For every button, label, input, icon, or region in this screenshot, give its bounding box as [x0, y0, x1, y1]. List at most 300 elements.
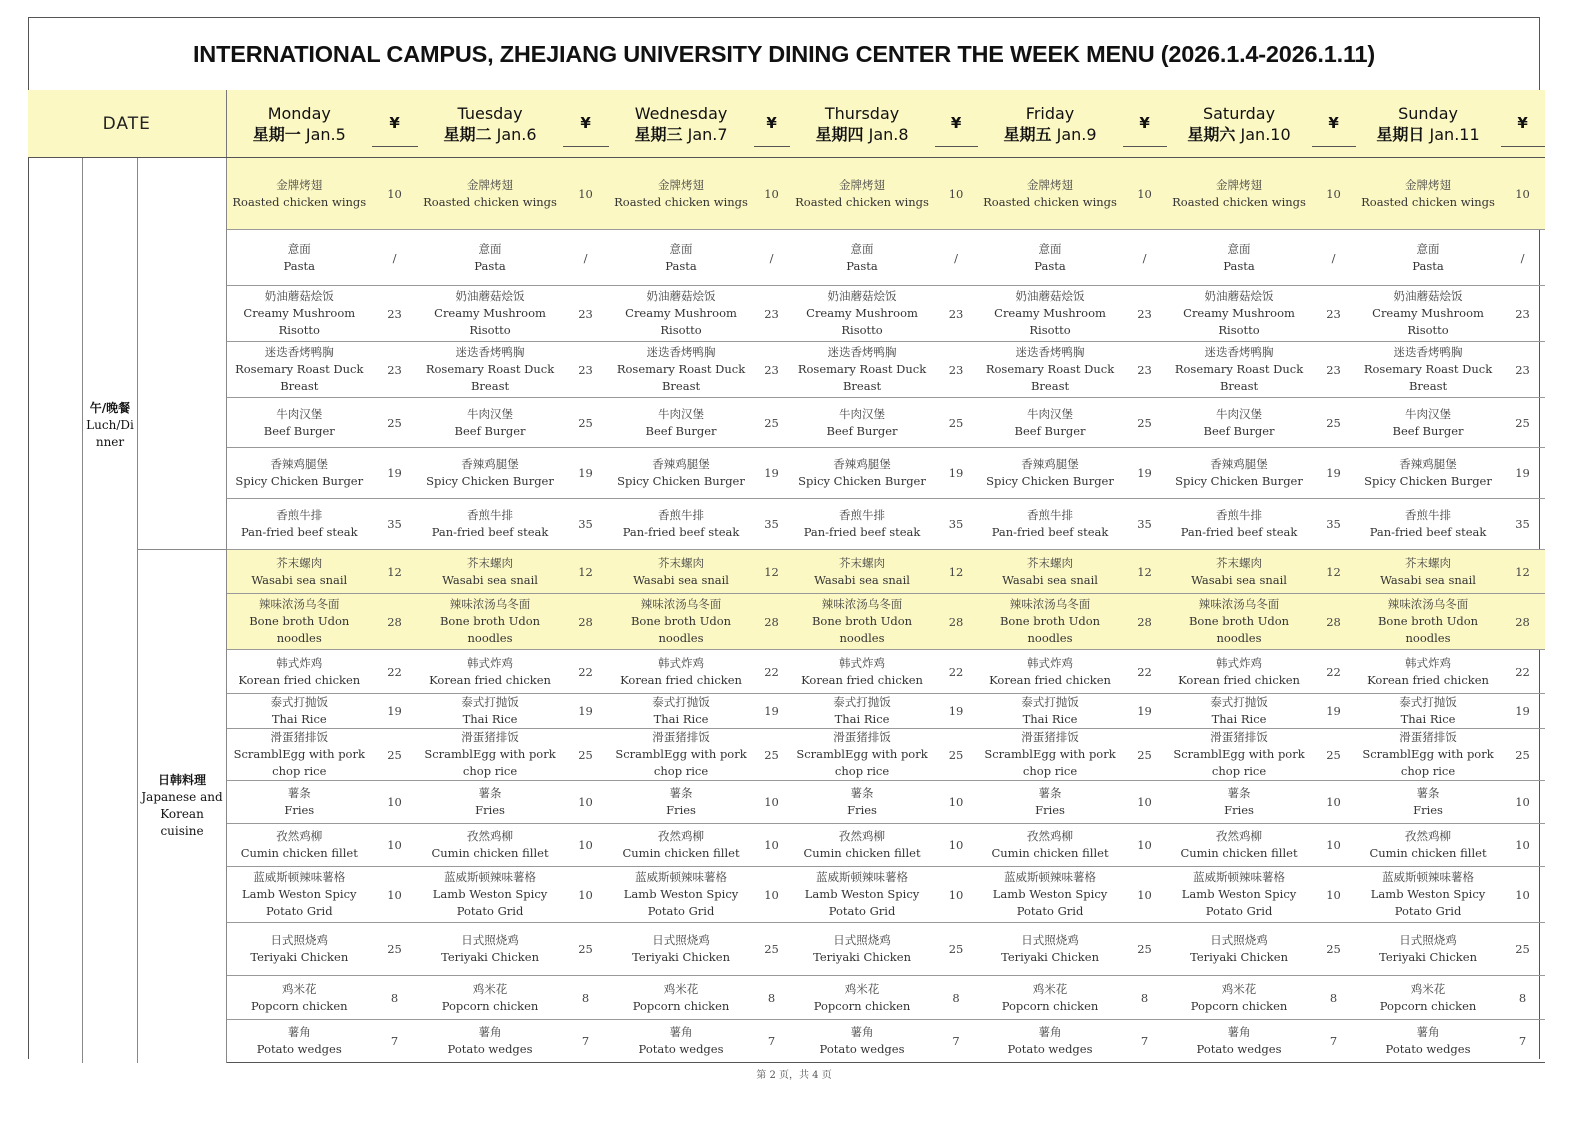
dish-name-en: Roasted chicken wings [1361, 194, 1495, 209]
dish-name-zh: 辣味浓汤乌冬面 [1387, 597, 1469, 611]
day-name-zh: 星期三 [634, 124, 683, 144]
dish-name-zh: 薯角 [669, 1025, 693, 1039]
day-date [978, 124, 1123, 145]
dish-name-en: Cumin chicken fillet [240, 846, 358, 860]
dish-name-zh: 孜然鸡柳 [1405, 829, 1452, 843]
dish-name-en: ScramblEgg with pork chop rice [1362, 747, 1494, 778]
dish-name-en: Roasted chicken wings [614, 194, 748, 209]
price-cell: 10 [563, 867, 609, 923]
price-cell: 25 [563, 923, 609, 976]
dish-name-zh: 日式照烧鸡 [1399, 933, 1457, 947]
dish-name-en: Spicy Chicken Burger [1175, 474, 1303, 488]
dish-name-en: Fries [1224, 803, 1254, 817]
dish-name-en: ScramblEgg with pork chop rice [984, 747, 1116, 778]
price-cell: 23 [372, 342, 418, 398]
price-cell: 25 [372, 923, 418, 976]
dish-name-zh: 薯条 [1416, 786, 1440, 800]
yen-symbol: ¥ [1501, 101, 1545, 147]
day-date-text: Jan.11 [1429, 124, 1480, 144]
currency-header [754, 90, 790, 158]
dish-name-en: Pan-fried beef steak [1369, 525, 1487, 539]
dish-cell [1167, 824, 1312, 867]
meal-label-en: Luch/Dinner [86, 418, 134, 450]
dish-name-en: Korean fried chicken [989, 672, 1111, 687]
dish-cell [978, 824, 1123, 867]
dish-cell [1167, 923, 1312, 976]
price-cell: 23 [372, 286, 418, 342]
dish-cell [1167, 1020, 1312, 1063]
price-cell: 28 [1501, 594, 1545, 650]
dish-name-zh: 鸡米花 [663, 981, 699, 996]
price-cell: 10 [1312, 158, 1356, 230]
price-cell: 25 [935, 729, 978, 781]
price-cell: 22 [1123, 650, 1167, 694]
table-row [28, 398, 1545, 448]
price-cell: 7 [1501, 1020, 1545, 1063]
dish-name-en: Creamy Mushroom Risotto [1372, 306, 1484, 337]
dish-cell [790, 286, 935, 342]
dish-cell [790, 550, 935, 594]
dish-cell [609, 923, 754, 976]
dish-name-en: Wasabi sea snail [633, 572, 729, 587]
dish-name-en: Fries [666, 803, 696, 817]
dish-name-zh: 滑蛋猪排饭 [1399, 730, 1457, 744]
dish-cell [1167, 650, 1312, 694]
dish-name-zh: 香辣鸡腿堡 [833, 457, 891, 471]
dish-name-zh: 鸡米花 [1221, 981, 1257, 996]
dish-cell [609, 230, 754, 286]
dish-name-en: Creamy Mushroom Risotto [994, 306, 1106, 337]
dish-name-en: Thai Rice [462, 712, 518, 726]
price-cell: 23 [1123, 342, 1167, 398]
day-date [609, 124, 754, 145]
day-date [1356, 124, 1501, 145]
price-cell: 25 [563, 398, 609, 448]
dish-name-en: Wasabi sea snail [1002, 572, 1098, 587]
dish-name-zh: 金牌烤翅 [839, 177, 886, 192]
dish-name-en: Fries [1413, 803, 1443, 817]
dish-cell [609, 867, 754, 923]
dish-name-zh: 迷迭香烤鸭胸 [455, 345, 525, 359]
table-row [28, 729, 1545, 781]
dish-name-en: Creamy Mushroom Risotto [806, 306, 918, 337]
day-name-zh: 星期一 [252, 124, 301, 144]
dish-cell [1167, 286, 1312, 342]
price-cell: / [1312, 230, 1356, 286]
section-label [138, 550, 227, 1063]
dish-cell [790, 650, 935, 694]
dish-cell [1356, 867, 1501, 923]
dish-name-en: Bone broth Udon noodles [811, 614, 913, 645]
dish-name-en: Popcorn chicken [632, 998, 730, 1013]
day-header-friday [978, 90, 1123, 158]
dish-cell [227, 230, 372, 286]
day-header-wednesday [609, 90, 754, 158]
dish-name-zh: 辣味浓汤乌冬面 [821, 597, 903, 611]
dish-name-en: ScramblEgg with pork chop rice [424, 747, 556, 778]
dish-cell [1167, 499, 1312, 550]
price-cell: 7 [935, 1020, 978, 1063]
dish-name-zh: 鸡米花 [844, 981, 880, 996]
dish-name-zh: 孜然鸡柳 [467, 829, 514, 843]
dish-name-zh: 辣味浓汤乌冬面 [1009, 597, 1091, 611]
dish-name-zh: 蓝威斯顿辣味薯格 [635, 870, 728, 884]
price-cell: 7 [1123, 1020, 1167, 1063]
price-cell: / [935, 230, 978, 286]
dish-cell [418, 824, 563, 867]
dish-name-zh: 芥末螺肉 [467, 555, 514, 570]
dish-name-en: Beef Burger [1014, 423, 1086, 438]
price-cell: 10 [1312, 781, 1356, 824]
dish-name-zh: 迷迭香烤鸭胸 [1015, 345, 1085, 359]
section-label-zh: 日韩料理 [158, 773, 207, 788]
price-cell: 19 [1501, 448, 1545, 499]
dish-name-en: Potato wedges [1196, 1042, 1282, 1056]
dish-name-zh: 鸡米花 [1032, 981, 1068, 996]
price-cell: 28 [1312, 594, 1356, 650]
table-row [28, 550, 1545, 594]
price-cell: 28 [1123, 594, 1167, 650]
dish-name-zh: 香煎牛排 [839, 508, 886, 522]
price-cell: 8 [754, 976, 790, 1020]
dish-name-zh: 意面 [478, 241, 502, 256]
dish-cell [227, 448, 372, 499]
dish-name-en: Roasted chicken wings [983, 194, 1117, 209]
price-cell: 7 [563, 1020, 609, 1063]
price-cell: 23 [935, 286, 978, 342]
dish-name-zh: 泰式打抛饭 [1021, 695, 1079, 709]
dish-cell [1167, 594, 1312, 650]
dish-name-zh: 薯条 [478, 786, 502, 800]
dish-name-en: ScramblEgg with pork chop rice [796, 747, 928, 778]
menu-table [28, 90, 1545, 1063]
price-cell: 35 [754, 499, 790, 550]
dish-name-zh: 滑蛋猪排饭 [1021, 730, 1079, 744]
price-cell: 22 [563, 650, 609, 694]
yen-symbol: ¥ [1312, 101, 1356, 147]
price-cell: 28 [754, 594, 790, 650]
dish-name-en: Teriyaki Chicken [813, 950, 911, 964]
price-cell: 25 [1501, 729, 1545, 781]
dish-name-en: Spicy Chicken Burger [798, 474, 926, 488]
dish-name-zh: 蓝威斯顿辣味薯格 [816, 870, 909, 884]
dish-name-en: Pasta [1223, 258, 1255, 273]
price-cell: 19 [935, 694, 978, 729]
dish-name-zh: 牛肉汉堡 [467, 406, 514, 421]
price-cell: / [563, 230, 609, 286]
dish-name-zh: 香辣鸡腿堡 [270, 457, 329, 471]
dish-cell [790, 230, 935, 286]
day-date-text: Jan.6 [496, 124, 537, 144]
price-cell: 10 [372, 158, 418, 230]
dish-name-en: Beef Burger [1392, 423, 1464, 438]
price-cell: 10 [563, 824, 609, 867]
dish-name-zh: 薯角 [478, 1025, 502, 1039]
dish-cell [418, 230, 563, 286]
day-name-zh: 星期四 [815, 124, 864, 144]
dish-cell [1356, 499, 1501, 550]
table-row [28, 230, 1545, 286]
dish-cell [227, 342, 372, 398]
dish-name-en: Thai Rice [1022, 712, 1078, 726]
dish-name-zh: 蓝威斯顿辣味薯格 [1004, 870, 1097, 884]
dish-name-en: Lamb Weston Spicy Potato Grid [432, 887, 548, 918]
page-footer: 第 2 页，共 4 页 [756, 1070, 832, 1081]
price-cell: 10 [1501, 824, 1545, 867]
price-cell: 23 [1501, 286, 1545, 342]
dish-name-en: Potato wedges [1007, 1042, 1093, 1056]
page-title: INTERNATIONAL CAMPUS, ZHEJIANG UNIVERSITY DINING CENTER THE WEEK MENU (2026.1.4-2026.1.11) [29, 18, 1539, 91]
dish-cell [978, 1020, 1123, 1063]
price-cell: 10 [1123, 781, 1167, 824]
price-cell: 25 [935, 923, 978, 976]
dish-name-zh: 日式照烧鸡 [270, 933, 329, 947]
price-cell: / [754, 230, 790, 286]
dish-name-en: Lamb Weston Spicy Potato Grid [1181, 887, 1297, 918]
price-cell: 25 [1312, 729, 1356, 781]
currency-header [1123, 90, 1167, 158]
price-cell: 12 [372, 550, 418, 594]
dish-cell [227, 550, 372, 594]
dish-name-zh: 滑蛋猪排饭 [833, 730, 891, 744]
dish-name-zh: 芥末螺肉 [276, 555, 323, 570]
price-cell: 12 [935, 550, 978, 594]
dish-name-en: Beef Burger [1203, 423, 1275, 438]
dish-cell [978, 867, 1123, 923]
dish-name-en: Lamb Weston Spicy Potato Grid [804, 887, 920, 918]
table-row [28, 781, 1545, 824]
dish-name-en: ScramblEgg with pork chop rice [233, 747, 365, 778]
dish-name-en: Teriyaki Chicken [632, 950, 730, 964]
dish-name-en: Roasted chicken wings [795, 194, 929, 209]
day-date-text: Jan.7 [687, 124, 728, 144]
dish-name-en: Rosemary Roast Duck Breast [425, 362, 555, 393]
day-name: Friday [1025, 103, 1075, 123]
dish-name-zh: 芥末螺肉 [1405, 555, 1452, 570]
dish-name-en: Rosemary Roast Duck Breast [985, 362, 1115, 393]
dish-cell [609, 594, 754, 650]
dish-name-zh: 韩式炸鸡 [658, 655, 705, 670]
price-cell: 10 [1123, 824, 1167, 867]
dish-name-en: ScramblEgg with pork chop rice [1173, 747, 1305, 778]
dish-name-zh: 孜然鸡柳 [839, 829, 886, 843]
price-cell: / [1501, 230, 1545, 286]
dish-cell [609, 729, 754, 781]
dish-cell [1356, 650, 1501, 694]
dish-name-en: Teriyaki Chicken [1190, 950, 1288, 964]
dish-cell [609, 448, 754, 499]
dish-name-en: Beef Burger [645, 423, 717, 438]
dish-name-zh: 金牌烤翅 [1027, 177, 1074, 192]
dish-cell [1356, 158, 1501, 230]
dish-name-en: Spicy Chicken Burger [1364, 474, 1492, 488]
dish-cell [1356, 923, 1501, 976]
dish-cell [418, 286, 563, 342]
price-cell: 19 [1312, 694, 1356, 729]
dish-name-en: Thai Rice [1400, 712, 1456, 726]
dish-name-zh: 金牌烤翅 [1405, 177, 1452, 192]
dish-name-zh: 蓝威斯顿辣味薯格 [1193, 870, 1286, 884]
dish-cell [978, 781, 1123, 824]
dish-cell [978, 976, 1123, 1020]
dish-name-en: Cumin chicken fillet [1180, 846, 1298, 860]
dish-name-zh: 芥末螺肉 [1027, 555, 1074, 570]
currency-header [1312, 90, 1356, 158]
dish-name-en: Rosemary Roast Duck Breast [1174, 362, 1304, 393]
price-cell: 23 [1312, 342, 1356, 398]
dish-name-en: Creamy Mushroom Risotto [1183, 306, 1295, 337]
dish-name-zh: 香辣鸡腿堡 [1021, 457, 1079, 471]
dish-name-en: Pasta [283, 258, 316, 273]
dish-name-zh: 牛肉汉堡 [839, 406, 886, 421]
dish-name-en: Lamb Weston Spicy Potato Grid [242, 887, 357, 918]
price-cell: 12 [754, 550, 790, 594]
dish-name-zh: 意面 [1038, 241, 1062, 256]
price-cell: 8 [1501, 976, 1545, 1020]
dish-name-zh: 日式照烧鸡 [1210, 933, 1268, 947]
dish-name-zh: 金牌烤翅 [658, 177, 705, 192]
dish-name-zh: 薯角 [850, 1025, 874, 1039]
price-cell: 25 [1312, 923, 1356, 976]
price-cell: 10 [563, 781, 609, 824]
dish-name-zh: 金牌烤翅 [467, 177, 514, 192]
price-cell: 7 [754, 1020, 790, 1063]
dish-cell [227, 398, 372, 448]
table-row [28, 1020, 1545, 1063]
price-cell: 10 [1123, 158, 1167, 230]
dish-cell [418, 729, 563, 781]
price-cell: 35 [1123, 499, 1167, 550]
day-name: Wednesday [634, 103, 728, 123]
dish-name-zh: 奶油蘑菇烩饭 [264, 289, 334, 303]
dish-name-zh: 蓝威斯顿辣味薯格 [253, 870, 346, 884]
dish-cell [978, 594, 1123, 650]
dish-name-en: Popcorn chicken [1001, 998, 1099, 1013]
dish-cell [418, 550, 563, 594]
dish-name-en: Wasabi sea snail [251, 572, 348, 587]
dish-cell [978, 448, 1123, 499]
meal-label-zh: 午/晚餐 [89, 401, 131, 416]
dish-cell [609, 286, 754, 342]
dish-name-zh: 芥末螺肉 [1216, 555, 1263, 570]
dish-name-en: Wasabi sea snail [1380, 572, 1476, 587]
dish-cell [418, 694, 563, 729]
dish-name-en: Teriyaki Chicken [250, 950, 349, 964]
dish-cell [1167, 230, 1312, 286]
dish-cell [1356, 594, 1501, 650]
dish-name-en: Popcorn chicken [250, 998, 348, 1013]
price-cell: 22 [1312, 650, 1356, 694]
dish-cell [790, 781, 935, 824]
dish-name-en: Cumin chicken fillet [431, 846, 549, 860]
dish-name-zh: 奶油蘑菇烩饭 [646, 289, 716, 303]
day-name-zh: 星期二 [443, 124, 492, 144]
price-cell: 10 [1501, 158, 1545, 230]
dish-name-zh: 奶油蘑菇烩饭 [827, 289, 897, 303]
table-row [28, 499, 1545, 550]
dish-name-zh: 薯角 [1038, 1025, 1062, 1039]
dish-name-zh: 牛肉汉堡 [1216, 406, 1263, 421]
dish-name-zh: 香煎牛排 [276, 508, 323, 522]
dish-name-en: Thai Rice [271, 712, 327, 726]
dish-name-zh: 芥末螺肉 [658, 555, 705, 570]
dish-name-zh: 滑蛋猪排饭 [461, 730, 519, 744]
dish-name-en: Spicy Chicken Burger [426, 474, 554, 488]
dish-name-en: Pan-fried beef steak [622, 525, 740, 539]
dish-cell [790, 398, 935, 448]
dish-name-en: Spicy Chicken Burger [986, 474, 1114, 488]
day-name: Monday [267, 103, 331, 123]
dish-name-zh: 韩式炸鸡 [1216, 655, 1263, 670]
dish-cell [1356, 342, 1501, 398]
price-cell: 10 [1501, 867, 1545, 923]
day-header-monday [227, 90, 372, 158]
yen-symbol: ¥ [935, 101, 978, 147]
dish-name-zh: 鸡米花 [472, 981, 508, 996]
day-date-text: Jan.10 [1240, 124, 1291, 144]
dish-cell [227, 1020, 372, 1063]
dish-name-zh: 泰式打抛饭 [461, 695, 519, 709]
table-row [28, 694, 1545, 729]
header-row [28, 90, 1545, 158]
dish-cell [1167, 342, 1312, 398]
dish-name-zh: 牛肉汉堡 [276, 406, 323, 421]
dish-cell [1356, 550, 1501, 594]
day-date [418, 124, 563, 145]
dish-name-en: Rosemary Roast Duck Breast [1363, 362, 1493, 393]
dish-cell [609, 342, 754, 398]
price-cell: 8 [1312, 976, 1356, 1020]
dish-name-zh: 牛肉汉堡 [658, 406, 705, 421]
dish-cell [1356, 824, 1501, 867]
price-cell: 19 [935, 448, 978, 499]
dish-name-en: Pan-fried beef steak [240, 525, 358, 539]
dish-cell [1167, 867, 1312, 923]
dish-name-zh: 鸡米花 [1410, 981, 1446, 996]
dish-name-zh: 意面 [287, 241, 311, 256]
dish-name-zh: 奶油蘑菇烩饭 [1204, 289, 1274, 303]
dish-name-en: Roasted chicken wings [1172, 194, 1306, 209]
dish-name-zh: 泰式打抛饭 [1210, 695, 1268, 709]
dish-cell [227, 499, 372, 550]
dish-cell [790, 867, 935, 923]
dish-name-zh: 薯条 [669, 786, 693, 800]
price-cell: 23 [1312, 286, 1356, 342]
price-cell: 10 [754, 781, 790, 824]
price-cell: 35 [1501, 499, 1545, 550]
dish-name-zh: 薯角 [1227, 1025, 1251, 1039]
dish-cell [978, 694, 1123, 729]
day-date-text: Jan.9 [1056, 124, 1097, 144]
price-cell: 19 [754, 694, 790, 729]
price-cell: 10 [754, 867, 790, 923]
dish-name-en: Popcorn chicken [1379, 998, 1477, 1013]
table-row [28, 867, 1545, 923]
price-cell: 10 [1312, 824, 1356, 867]
dish-cell [418, 594, 563, 650]
dish-name-zh: 辣味浓汤乌冬面 [259, 597, 340, 611]
dish-cell [1356, 781, 1501, 824]
dish-cell [1167, 550, 1312, 594]
dish-name-zh: 辣味浓汤乌冬面 [1198, 597, 1280, 611]
dish-name-zh: 香煎牛排 [1027, 508, 1074, 522]
price-cell: 22 [1501, 650, 1545, 694]
dish-cell [978, 230, 1123, 286]
dish-cell [609, 824, 754, 867]
dish-name-zh: 孜然鸡柳 [276, 829, 323, 843]
dish-cell [609, 1020, 754, 1063]
price-cell: 10 [935, 824, 978, 867]
